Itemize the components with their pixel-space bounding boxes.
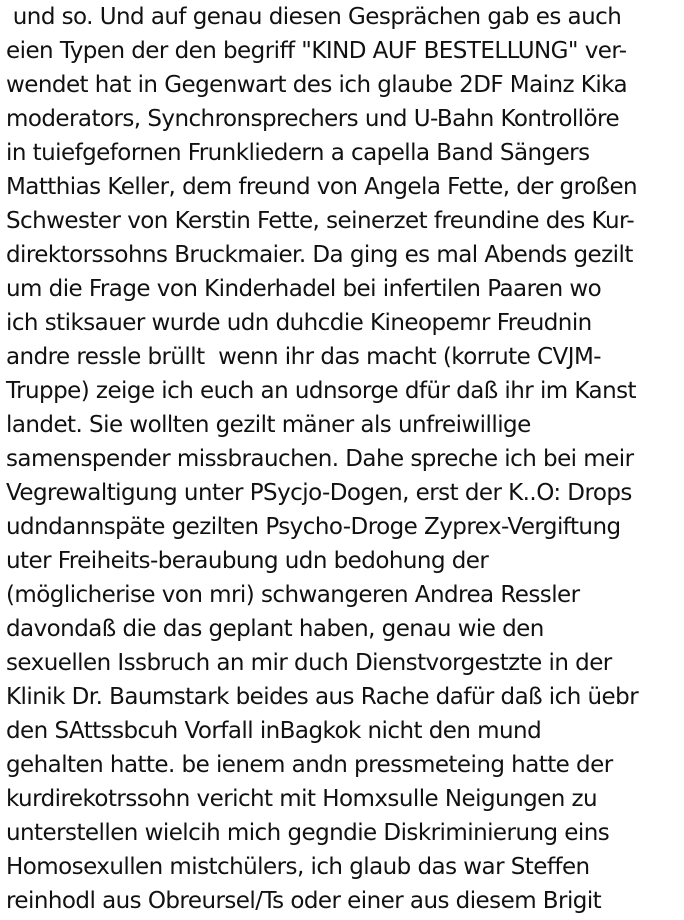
text-line: unterstellen wielcih mich gegndie Diskriminierung eins [6, 820, 610, 846]
text-line: Matthias Keller, dem freund von Angela Fette, der großen [6, 174, 638, 200]
text-line: samenspender missbrauchen. Dahe spreche ich bei meir [6, 446, 634, 472]
text-line: wendet hat in Gegenwart des ich glaube 2DF Mainz Kika [6, 72, 628, 98]
text-line: davondaß die das geplant haben, genau wie den [6, 616, 544, 642]
text-line: sexuellen Issbruch an mir duch Dienstvorgestzte in der [6, 650, 612, 676]
text-line: (möglicherise von mri) schwangeren Andrea Ressler [6, 582, 580, 608]
text-line: Klinik Dr. Baumstark beides aus Rache dafür daß ich üebr [6, 684, 639, 710]
text-line: landet. Sie wollten gezilt mäner als unfreiwillige [6, 412, 531, 438]
text-line: Schwester von Kerstin Fette, seinerzet freundine des Kur- [6, 208, 635, 234]
text-line: ich stiksauer wurde udn duhcdie Kineopemr Freudnin [6, 310, 592, 336]
text-line: gehalten hatte. be ienem andn pressmeteing hatte der [6, 752, 613, 778]
text-line: moderators, Synchronsprechers und U-Bahn Kontrollöre [6, 106, 620, 132]
text-line: um die Frage von Kinderhadel bei infertilen Paaren wo [6, 276, 602, 302]
text-line: andre ressle brüllt wenn ihr das macht (korrute CVJM- [6, 344, 601, 370]
document-text [6, 0, 682, 918]
text-line: und so. Und auf genau diesen Gesprächen gab es auch [6, 4, 622, 30]
text-line: udndannspäte gezilten Psycho-Droge Zyprex-Vergiftung [6, 514, 621, 540]
text-line: Truppe) zeige ich euch an udnsorge dfür daß ihr im Kanst [6, 378, 637, 404]
text-line: den SAttssbcuh Vorfall inBagkok nicht den mund [6, 718, 542, 744]
text-line: Vegrewaltigung unter PSycjo-Dogen, erst der K..O: Drops [6, 480, 632, 506]
text-line: direktorssohns Bruckmaier. Da ging es mal Abends gezilt [6, 242, 633, 268]
text-line: eien Typen der den begriff "KIND AUF BESTELLUNG" ver- [6, 38, 627, 64]
text-line: Homosexullen mistchülers, ich glaub das war Steffen [6, 854, 590, 880]
text-line: reinhodl aus Obreursel/Ts oder einer aus diesem Brigit [6, 888, 602, 914]
text-line: uter Freiheits-beraubung udn bedohung der [6, 548, 489, 574]
text-line: kurdirekotrssohn vericht mit Homxsulle Neigungen zu [6, 786, 598, 812]
text-line: in tuiefgefornen Frunkliedern a capella Band Sängers [6, 140, 590, 166]
